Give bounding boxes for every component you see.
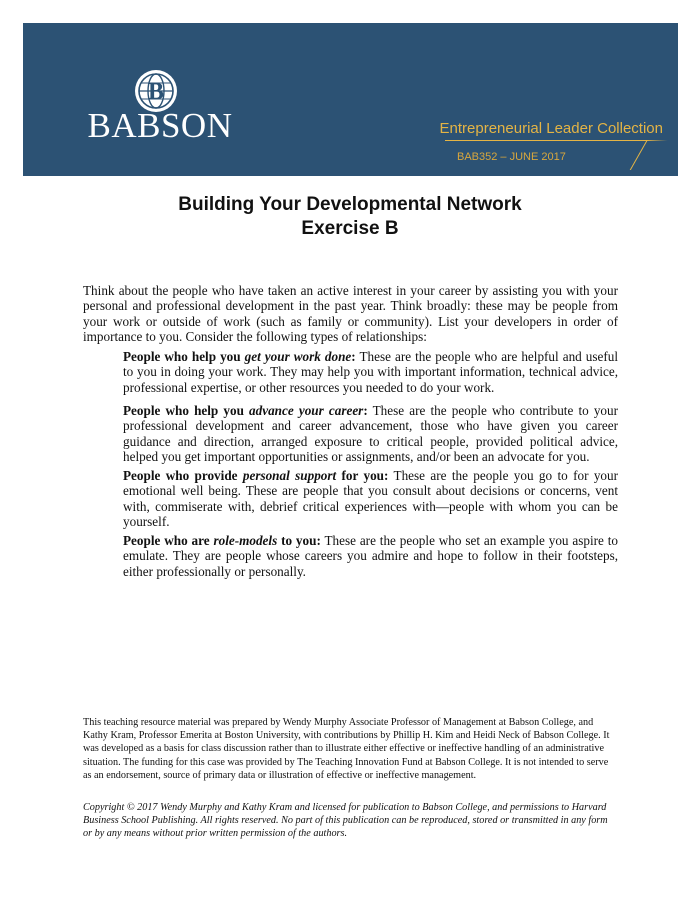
item-heading: People who help you get your work done: <box>123 349 356 364</box>
copyright-notice: Copyright © 2017 Wendy Murphy and Kathy Kram and licensed for publication to Babson College, and permissions to Harvard Business School Publishing. All rights reserved. No part of this publication can be reproduced, stored or transmitted in any form or by any means without prior written permission of the authors. <box>83 802 608 840</box>
title-line-2: Exercise B <box>301 218 399 239</box>
series-date: BAB352 – JUNE 2017 <box>457 151 566 163</box>
svg-text:B: B <box>147 79 165 105</box>
title-line-1: Building Your Developmental Network <box>178 194 522 215</box>
relationship-type-support <box>123 468 618 530</box>
item-description: These are the people who set an example you aspire to emulate. They are people whose careers you admire and hope to follow in their footsteps, either professionally or personally. <box>123 533 618 579</box>
item-heading: People who help you advance your career: <box>123 403 368 418</box>
item-heading: People who provide personal support for you: <box>123 468 389 483</box>
document-title <box>0 193 700 241</box>
item-description: These are the people who contribute to your professional development and career advancement, those who have given you career guidance and direction, arranged exposure to critical people, provided political advice, helped you get important opportunities or assignments, and/or been an advocate for you. <box>123 403 619 465</box>
teaching-note: This teaching resource material was prepared by Wendy Murphy Associate Professor of Management at Babson College, and Kathy Kram, Professor Emerita at Boston University, with contributions by Phillip H. Kim and Heidi Neck of Babson College. It was developed as a basis for class discussion rather than to illustrate either effective or ineffective handling of an administrative situation. The funding for this case was provided by The Teaching Innovation Fund at Babson College. It is not intended to serve as an endorsement, source of primary data or illustration of effective or ineffective management. <box>83 717 610 781</box>
relationship-type-career <box>123 403 618 465</box>
item-description: These are the people you go to for your emotional well being. These are people that you consult about decisions or concerns, vent with, commiserate with, debrief critical experiences with—people with whom you can be yourself. <box>123 468 618 530</box>
relationship-type-role-models <box>123 533 618 579</box>
item-description: These are the people who are helpful and useful to you in doing your work. They may help you with important information, technical advice, professional expertise, or other resources you needed to do your work. <box>123 349 619 395</box>
relationship-type-work <box>123 349 618 395</box>
collection-name: Entrepreneurial Leader Collection <box>439 120 663 137</box>
item-heading: People who are role-models to you: <box>123 533 321 548</box>
logo-wordmark: BABSON <box>87 106 233 145</box>
intro-paragraph: Think about the people who have taken an active interest in your career by assisting you with your personal and professional development in the past year. Think broadly: these may be people from your work or outside of work (such as family or community). List your developers in order of importance to you. Consider the following types of relationships: <box>83 283 618 345</box>
